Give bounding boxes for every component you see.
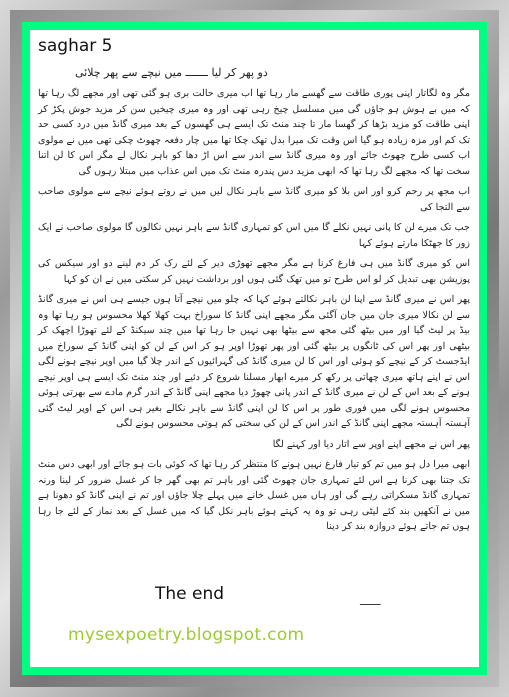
paragraph: مگر وہ لگاتار اپنی پوری طاقت سے گھسے مار رہا تھا اب میری حالت بری ہو گئی تھی اور مجھے لگ رہا تھا کہ میں بے ہوش ہو جاؤں گی میں مسلسل چیخ رہی تھی اور وہ میری چیخیں سن کر مزید جوش پکڑ کر اپنی طاقت کو مزید بڑھا کر گھسا مار تا چند منٹ تک ایسے ہی گھسوں کے بعد میری گانڈ میں درد کسی حد تک کم اور مزہ زیادہ ہو گیا اس وقت تک میرا بدل تھک چکا تھا میں چار دفعہ چھوٹ چکی تھی میں نے مولوی اب کسی طرح چھوٹ جائے اور وہ میری گانڈ سے اندر سے اس اڑ دھا کو باہر نکال لے مگر اس کا لن اتنا سخت تھا کہ مجھے لگ رہا تھا کہ ابھی مزید دس پندرہ منٹ تک میں اس عذاب میں مبتلا رہوں گی bbox=[38, 88, 470, 177]
paragraph: اب مجھ پر رحم کرو اور اس بلا کو میری گانڈ سے باہر نکال لیں میں نے روتے ہوئے نیچے سے مولوی صاحب سے التجا کی bbox=[38, 186, 470, 213]
page-subtitle: دو پھر کر لیا ـــــــ میں نیچے سے پھر چلائی bbox=[75, 66, 268, 79]
paragraph: ابھی میرا دل ہو میں تم کو تیار فارغ نہیں ہونے کا منتظر کر رہا تھا کہ کوئی بات ہو جائے اور ابھی دس منٹ تک جتنا بھی کرنا ہے اس لئے تمہاری جان چھوٹ گئی اور باہر تم بھی گھر جا کر غسل ضرور کر لینا ورنہ تمہاری گانڈ مسکراتی رہے گی اور ہاں میں غسل خانے میں پہلے چلا جاؤں اور تم نے اپنی گانڈ کو دھونا ہے میں نے آنکھیں بند کئے لیٹی رہی تو وہ یہ کہتے ہوئے باہر نکل گیا کہ میں غسل کے بعد نماز کے لئے جا رہا ہوں تم جاتے ہوئے دروازہ بند کر دینا bbox=[38, 459, 470, 532]
page-title: saghar 5 bbox=[38, 36, 113, 56]
signoff-dashes: ـــــــ bbox=[360, 597, 381, 608]
paragraph: جب تک میرے لن کا پانی نہیں نکلے گا میں اس کو تمہاری گانڈ سے باہر نہیں نکالوں گا مولوی صاحب نے ایک زور کا جھٹکا مارتے ہوئے کہا bbox=[38, 222, 470, 249]
paragraph: پھر اس نے مجھے اپنے اوپر سے اتار دیا اور کہنے لگا bbox=[272, 438, 470, 450]
the-end-label: The end bbox=[155, 584, 225, 604]
blog-url: mysexpoetry.blogspot.com bbox=[68, 625, 305, 645]
story-body bbox=[38, 86, 470, 540]
paragraph: اس کو میری گانڈ میں ہی فارغ کرنا ہے مگر مجھے تھوڑی دیر کے لئے رک کر دم لینے دو اور سیکس کی پوزیشن بھی تبدیل کر لو اس طرح تو میں تھک گئی ہوں اور برداشت نہیں کر سکتی میں نے ان کو کہا bbox=[38, 258, 470, 285]
text-page bbox=[30, 30, 479, 667]
paragraph: پھر اس نے میری گانڈ سے اپنا لن باہر نکالتے ہوئے کہا کہ چلو میں نیچے آتا ہوں جیسے ہی اس نے میری گانڈ سے لن نکالا میری جان میں جان آگئی مگر مجھے اپنی گانڈ کا سوراخ بہت کھلا کھلا محسوس ہو رہا تھا وہ بیڈ پر لیٹ گیا اور میں بیٹھ گئی مجھ سے بیٹھا بھی نہیں جا رہا تھا میں چند سیکنڈ کے لئے تھوڑا اچھک کر بیٹھی اور پھر اس کی ٹانگوں پر بیٹھ گئی اور پھر تھوڑا اوپر ہو کر اس کے لن کو اپنی گانڈ کے سوراخ میں ایڈجسٹ کر کے نیچے کو ہوئی اور اس کا لن میری گانڈ کی گہرائیوں کے اندر چلا گیا میں اوپر نیچے ہونے لگی اس نے اپنے ہاتھ میری چھاتی پر رکھ کر میرے ابھار مسلنا شروع کر دئیے اور چند منٹ تک ایسے ہی اوپر نیچے ہونے کے بعد اس کے لن نے میری گانڈ کے اندر پانی چھوڑ دیا مجھے اپنی گانڈ کے اندر گرم مادے سے بھرتی ہوئی محسوس ہونے لگی میں فوری طور پر اس کا لن اپنی گانڈ سے باہر نکالے بغیر ہی اس کے اوپر لیٹ گئی آہستہ آہستہ مجھے اپنی گانڈ کے اندر اس کے لن کی سختی کم ہوتی محسوس ہونے لگی bbox=[38, 294, 470, 429]
